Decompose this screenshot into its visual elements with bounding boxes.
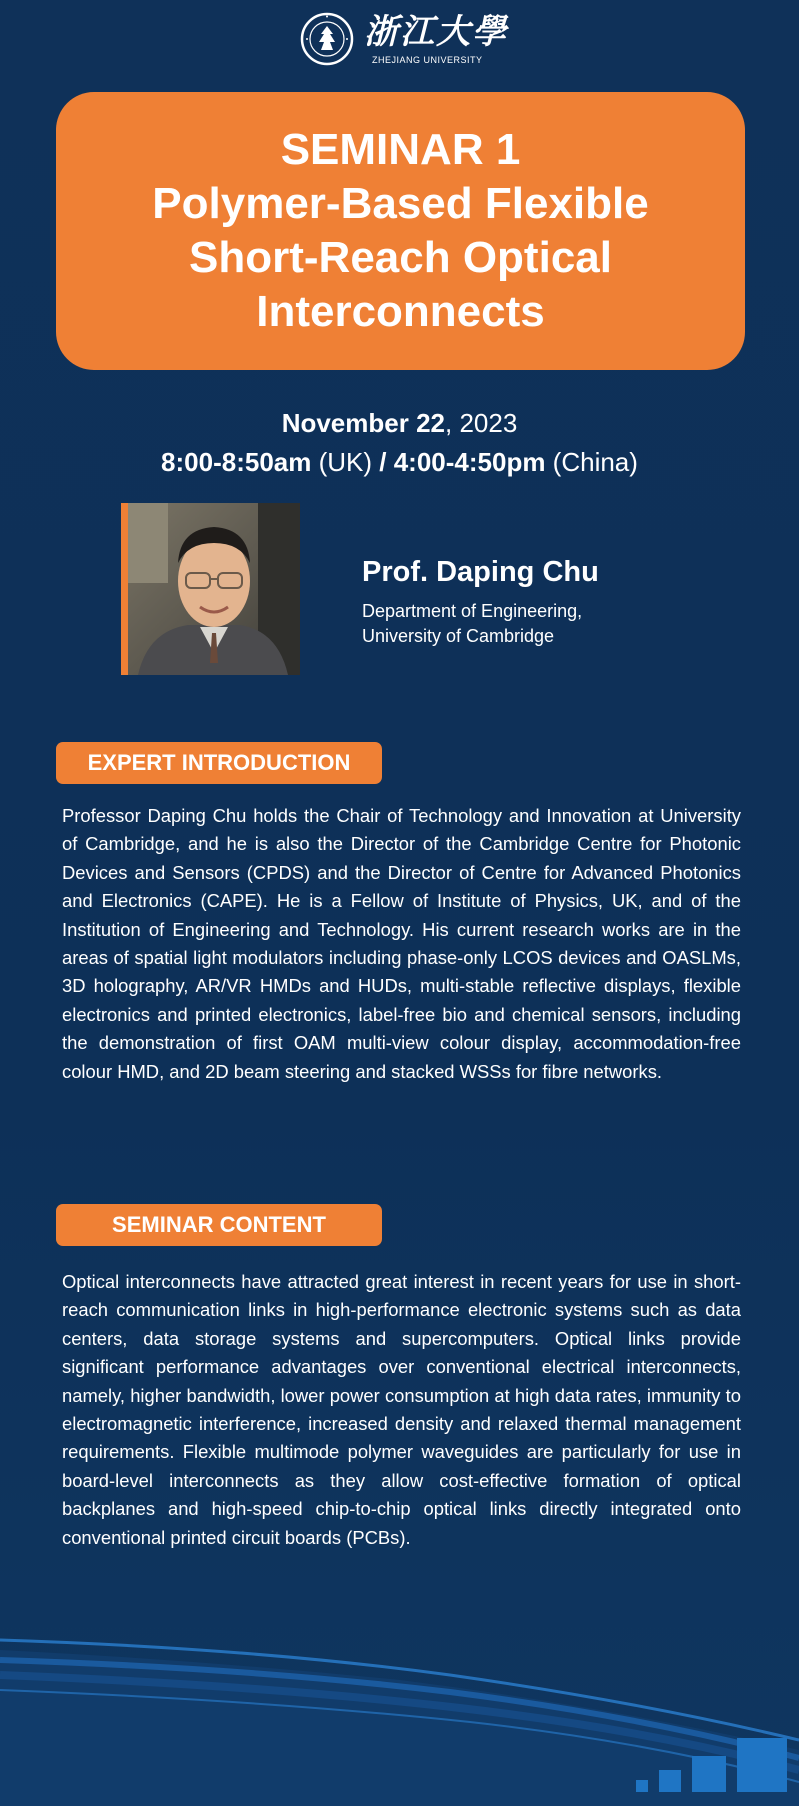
date-month-day: November 22 <box>281 408 445 438</box>
china-time: 4:00-4:50pm <box>386 447 546 477</box>
logo-chinese-text: 浙江大學 <box>364 12 508 52</box>
logo-english-text: ZHEJIANG UNIVERSITY <box>372 55 483 65</box>
seminar-date <box>0 408 799 439</box>
title-line-2: Polymer-Based Flexible <box>152 179 649 228</box>
seminar-content-heading: SEMINAR CONTENT <box>56 1204 382 1246</box>
speaker-name: Prof. Daping Chu <box>362 556 599 588</box>
seminar-time <box>0 447 799 478</box>
speaker-affiliation <box>362 599 582 649</box>
speaker-dept-line-1: Department of Engineering, <box>362 601 583 621</box>
uk-time: 8:00-8:50am <box>161 447 312 477</box>
university-logo <box>300 10 520 70</box>
title-line-3: Short-Reach Optical <box>189 233 612 282</box>
expert-introduction-text: Professor Daping Chu holds the Chair of Technology and Innovation at University of Cambridge, and he is also the Director of the Cambridge Centre for Photonic Devices and Sensors (CPDS) and the Director of Centre for Advanced Photonics and Electronics (CAPE). He is a Fellow of Institute of Physics, UK, and of the Institution of Engineering and Technology. His current research works are in the areas of spatial light modulators including phase-only LCOS devices and OASLMs, 3D holography, AR/VR HMDs and HUDs, multi-stable reflective displays, flexible electronics and printed electronics, label-free bio and chemical sensors, including the demonstration of first OAM multi-view colour display, accommodation-free colour HMD, and 2D beam steering and stacked WSSs for fibre networks. <box>62 805 741 1082</box>
time-separator: / <box>379 447 387 477</box>
speaker-dept-line-2: University of Cambridge <box>362 626 555 646</box>
deco-square-1 <box>636 1780 648 1792</box>
university-seal-icon <box>300 12 354 66</box>
title-line-1: SEMINAR 1 <box>280 125 521 174</box>
deco-square-3 <box>692 1756 726 1792</box>
deco-square-4 <box>737 1738 787 1792</box>
china-label: (China) <box>545 447 638 477</box>
title-box <box>56 92 745 370</box>
expert-introduction-heading: EXPERT INTRODUCTION <box>56 742 382 784</box>
title-line-4: Interconnects <box>256 287 545 336</box>
seminar-content-text: Optical interconnects have attracted great interest in recent years for use in short-reach communication links in high-performance electronic systems such as data centers, data storage systems and supercomputers. Optical links provide significant performance advantages over conventional electrical interconnects, namely, higher bandwidth, lower power consumption at high data rates, immunity to electromagnetic interference, increased density and relaxed thermal management requirements. Flexible multimode polymer waveguides are particularly for use in board-level interconnects as they allow cost-effective formation of optical backplanes and high-speed chip-to-chip optical links directly integrated onto conventional printed circuit boards (PCBs). <box>62 1271 741 1548</box>
uk-label: (UK) <box>311 447 380 477</box>
speaker-photo-frame <box>121 503 300 675</box>
speaker-photo <box>128 503 300 675</box>
date-year: , 2023 <box>445 408 518 438</box>
deco-square-2 <box>659 1770 681 1792</box>
